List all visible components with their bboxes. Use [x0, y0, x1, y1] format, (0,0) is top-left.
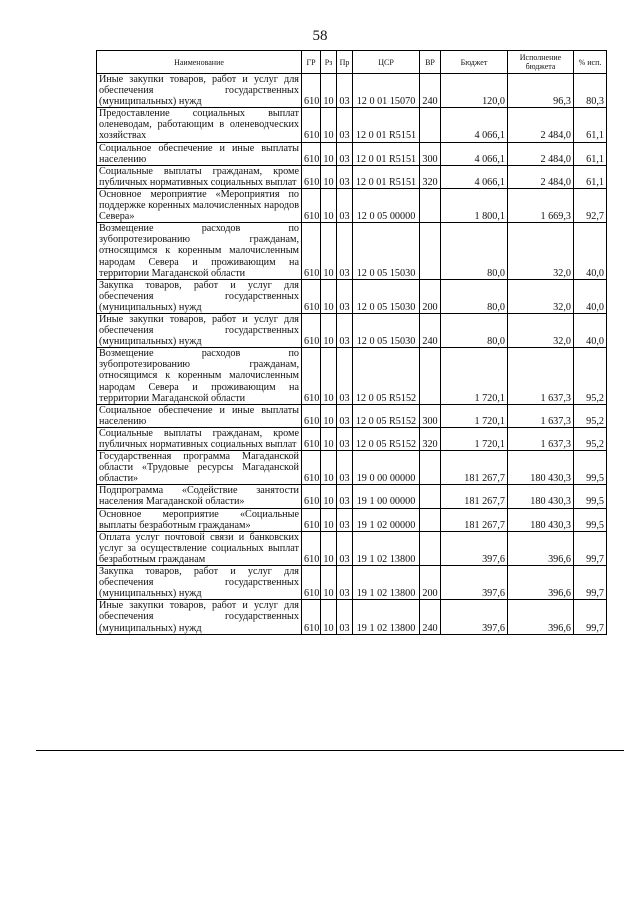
cell-execution: 396,6: [508, 600, 574, 634]
cell-gr: 610: [302, 74, 321, 108]
cell-budget: 1 800,1: [441, 188, 508, 222]
cell-percent: 61,1: [574, 165, 607, 188]
cell-name: Иные закупки товаров, работ и услуг для обеспечения государственных (муниципальных) нужд: [97, 74, 302, 108]
cell-rz: 10: [321, 188, 337, 222]
cell-vr: 240: [420, 600, 441, 634]
cell-gr: 610: [302, 451, 321, 485]
cell-csr: 12 0 05 R5152: [353, 427, 420, 450]
header-vr: ВР: [420, 51, 441, 74]
cell-gr: 610: [302, 279, 321, 313]
cell-vr: 240: [420, 313, 441, 347]
cell-vr: [420, 223, 441, 279]
cell-vr: 200: [420, 566, 441, 600]
cell-budget: 1 720,1: [441, 348, 508, 404]
cell-vr: [420, 531, 441, 565]
table-row: [97, 485, 607, 508]
cell-budget: 80,0: [441, 313, 508, 347]
cell-budget: 80,0: [441, 279, 508, 313]
cell-pr: 03: [337, 427, 353, 450]
cell-name: Иные закупки товаров, работ и услуг для обеспечения государственных (муниципальных) нужд: [97, 600, 302, 634]
cell-percent: 99,7: [574, 566, 607, 600]
cell-csr: 12 0 05 R5152: [353, 348, 420, 404]
table-row: [97, 404, 607, 427]
cell-name: Возмещение расходов по зубопротезированию гражданам, относящимся к коренным малочисленным народам Севера и проживающим на территории Магаданской области: [97, 348, 302, 404]
table-header-row: [97, 51, 607, 74]
cell-gr: 610: [302, 348, 321, 404]
cell-pr: 03: [337, 165, 353, 188]
cell-pr: 03: [337, 451, 353, 485]
cell-gr: 610: [302, 142, 321, 165]
cell-gr: 610: [302, 566, 321, 600]
cell-csr: 12 0 05 R5152: [353, 404, 420, 427]
cell-csr: 12 0 05 15030: [353, 279, 420, 313]
cell-name: Предоставление социальных выплат оленеводам, работающим в оленеводческих хозяйствах: [97, 108, 302, 142]
cell-execution: 32,0: [508, 313, 574, 347]
cell-pr: 03: [337, 223, 353, 279]
cell-gr: 610: [302, 531, 321, 565]
cell-pr: 03: [337, 566, 353, 600]
cell-vr: [420, 451, 441, 485]
cell-budget: 181 267,7: [441, 451, 508, 485]
cell-gr: 610: [302, 600, 321, 634]
cell-pr: 03: [337, 74, 353, 108]
cell-csr: 19 1 00 00000: [353, 485, 420, 508]
cell-vr: 300: [420, 142, 441, 165]
cell-pr: 03: [337, 485, 353, 508]
cell-vr: [420, 485, 441, 508]
cell-execution: 1 637,3: [508, 404, 574, 427]
cell-gr: 610: [302, 404, 321, 427]
cell-pr: 03: [337, 108, 353, 142]
cell-gr: 610: [302, 313, 321, 347]
cell-budget: 80,0: [441, 223, 508, 279]
cell-execution: 2 484,0: [508, 142, 574, 165]
cell-name: Социальные выплаты гражданам, кроме публичных нормативных социальных выплат: [97, 427, 302, 450]
cell-name: Закупка товаров, работ и услуг для обеспечения государственных (муниципальных) нужд: [97, 566, 302, 600]
table-row: [97, 279, 607, 313]
cell-csr: 19 1 02 13800: [353, 531, 420, 565]
header-percent: % исп.: [574, 51, 607, 74]
cell-name: Государственная программа Магаданской области «Трудовые ресурсы Магаданской области»: [97, 451, 302, 485]
cell-budget: 4 066,1: [441, 165, 508, 188]
cell-budget: 397,6: [441, 531, 508, 565]
cell-pr: 03: [337, 531, 353, 565]
cell-percent: 99,7: [574, 531, 607, 565]
cell-execution: 32,0: [508, 279, 574, 313]
cell-execution: 96,3: [508, 74, 574, 108]
cell-execution: 2 484,0: [508, 108, 574, 142]
header-execution: Исполнение бюджета: [508, 51, 574, 74]
cell-vr: 320: [420, 427, 441, 450]
cell-csr: 19 1 02 13800: [353, 600, 420, 634]
cell-pr: 03: [337, 404, 353, 427]
cell-gr: 610: [302, 188, 321, 222]
cell-vr: 240: [420, 74, 441, 108]
table-row: [97, 566, 607, 600]
cell-pr: 03: [337, 508, 353, 531]
cell-budget: 181 267,7: [441, 485, 508, 508]
cell-percent: 99,7: [574, 600, 607, 634]
cell-budget: 120,0: [441, 74, 508, 108]
cell-rz: 10: [321, 531, 337, 565]
header-budget: Бюджет: [441, 51, 508, 74]
cell-csr: 19 1 02 00000: [353, 508, 420, 531]
cell-budget: 397,6: [441, 566, 508, 600]
cell-execution: 180 430,3: [508, 508, 574, 531]
cell-name: Иные закупки товаров, работ и услуг для обеспечения государственных (муниципальных) нужд: [97, 313, 302, 347]
cell-execution: 1 669,3: [508, 188, 574, 222]
cell-percent: 95,2: [574, 348, 607, 404]
cell-pr: 03: [337, 600, 353, 634]
cell-budget: 181 267,7: [441, 508, 508, 531]
cell-rz: 10: [321, 485, 337, 508]
cell-pr: 03: [337, 142, 353, 165]
cell-name: Закупка товаров, работ и услуг для обеспечения государственных (муниципальных) нужд: [97, 279, 302, 313]
cell-percent: 95,2: [574, 427, 607, 450]
cell-gr: 610: [302, 427, 321, 450]
cell-percent: 80,3: [574, 74, 607, 108]
footer-divider: [36, 750, 624, 751]
cell-csr: 12 0 01 15070: [353, 74, 420, 108]
header-name: Наименование: [97, 51, 302, 74]
cell-name: Возмещение расходов по зубопротезированию гражданам, относящимся к коренным малочисленным народам Севера и проживающим на территории Магаданской области: [97, 223, 302, 279]
cell-vr: 300: [420, 404, 441, 427]
budget-table: [96, 50, 607, 635]
cell-execution: 180 430,3: [508, 451, 574, 485]
page-number: 58: [312, 28, 328, 44]
cell-gr: 610: [302, 108, 321, 142]
cell-budget: 1 720,1: [441, 404, 508, 427]
cell-gr: 610: [302, 223, 321, 279]
cell-rz: 10: [321, 404, 337, 427]
cell-percent: 40,0: [574, 223, 607, 279]
cell-budget: 397,6: [441, 600, 508, 634]
table-row: [97, 451, 607, 485]
cell-csr: 12 0 05 15030: [353, 313, 420, 347]
cell-percent: 99,5: [574, 508, 607, 531]
cell-percent: 99,5: [574, 485, 607, 508]
cell-name: Социальное обеспечение и иные выплаты населению: [97, 142, 302, 165]
cell-percent: 40,0: [574, 279, 607, 313]
cell-csr: 12 0 01 R5151: [353, 108, 420, 142]
cell-rz: 10: [321, 566, 337, 600]
cell-percent: 61,1: [574, 142, 607, 165]
table-row: [97, 531, 607, 565]
cell-vr: [420, 188, 441, 222]
cell-execution: 180 430,3: [508, 485, 574, 508]
header-pr: Пр: [337, 51, 353, 74]
cell-rz: 10: [321, 223, 337, 279]
cell-budget: 4 066,1: [441, 142, 508, 165]
cell-vr: [420, 348, 441, 404]
cell-budget: 1 720,1: [441, 427, 508, 450]
cell-csr: 19 1 02 13800: [353, 566, 420, 600]
cell-rz: 10: [321, 508, 337, 531]
cell-csr: 19 0 00 00000: [353, 451, 420, 485]
cell-execution: 32,0: [508, 223, 574, 279]
cell-rz: 10: [321, 165, 337, 188]
table-row: [97, 427, 607, 450]
cell-vr: 320: [420, 165, 441, 188]
cell-rz: 10: [321, 74, 337, 108]
table-row: [97, 188, 607, 222]
table-row: [97, 313, 607, 347]
cell-rz: 10: [321, 279, 337, 313]
cell-csr: 12 0 01 R5151: [353, 142, 420, 165]
cell-execution: 1 637,3: [508, 348, 574, 404]
cell-vr: [420, 508, 441, 531]
cell-budget: 4 066,1: [441, 108, 508, 142]
cell-csr: 12 0 01 R5151: [353, 165, 420, 188]
cell-rz: 10: [321, 451, 337, 485]
table-row: [97, 508, 607, 531]
cell-percent: 99,5: [574, 451, 607, 485]
cell-pr: 03: [337, 348, 353, 404]
header-csr: ЦСР: [353, 51, 420, 74]
cell-gr: 610: [302, 485, 321, 508]
cell-rz: 10: [321, 108, 337, 142]
table-row: [97, 600, 607, 634]
cell-rz: 10: [321, 313, 337, 347]
cell-vr: 200: [420, 279, 441, 313]
table-row: [97, 223, 607, 279]
cell-percent: 40,0: [574, 313, 607, 347]
cell-name: Социальные выплаты гражданам, кроме публичных нормативных социальных выплат: [97, 165, 302, 188]
cell-rz: 10: [321, 142, 337, 165]
header-gr: ГР: [302, 51, 321, 74]
cell-percent: 61,1: [574, 108, 607, 142]
cell-gr: 610: [302, 165, 321, 188]
cell-name: Подпрограмма «Содействие занятости населения Магаданской области»: [97, 485, 302, 508]
cell-name: Социальное обеспечение и иные выплаты населению: [97, 404, 302, 427]
cell-pr: 03: [337, 279, 353, 313]
header-rz: Рз: [321, 51, 337, 74]
cell-rz: 10: [321, 348, 337, 404]
cell-rz: 10: [321, 427, 337, 450]
table-row: [97, 165, 607, 188]
table-row: [97, 348, 607, 404]
table-row: [97, 142, 607, 165]
cell-pr: 03: [337, 313, 353, 347]
cell-execution: 2 484,0: [508, 165, 574, 188]
cell-rz: 10: [321, 600, 337, 634]
cell-name: Оплата услуг почтовой связи и банковских услуг за осуществление социальных выплат безработным гражданам: [97, 531, 302, 565]
cell-name: Основное мероприятие «Социальные выплаты безработным гражданам»: [97, 508, 302, 531]
cell-csr: 12 0 05 15030: [353, 223, 420, 279]
cell-gr: 610: [302, 508, 321, 531]
cell-name: Основное мероприятие «Мероприятия по поддержке коренных малочисленных народов Севера»: [97, 188, 302, 222]
cell-csr: 12 0 05 00000: [353, 188, 420, 222]
cell-vr: [420, 108, 441, 142]
cell-execution: 1 637,3: [508, 427, 574, 450]
table-row: [97, 74, 607, 108]
table-body: [97, 74, 607, 635]
cell-percent: 92,7: [574, 188, 607, 222]
cell-execution: 396,6: [508, 566, 574, 600]
table-row: [97, 108, 607, 142]
cell-pr: 03: [337, 188, 353, 222]
cell-execution: 396,6: [508, 531, 574, 565]
cell-percent: 95,2: [574, 404, 607, 427]
